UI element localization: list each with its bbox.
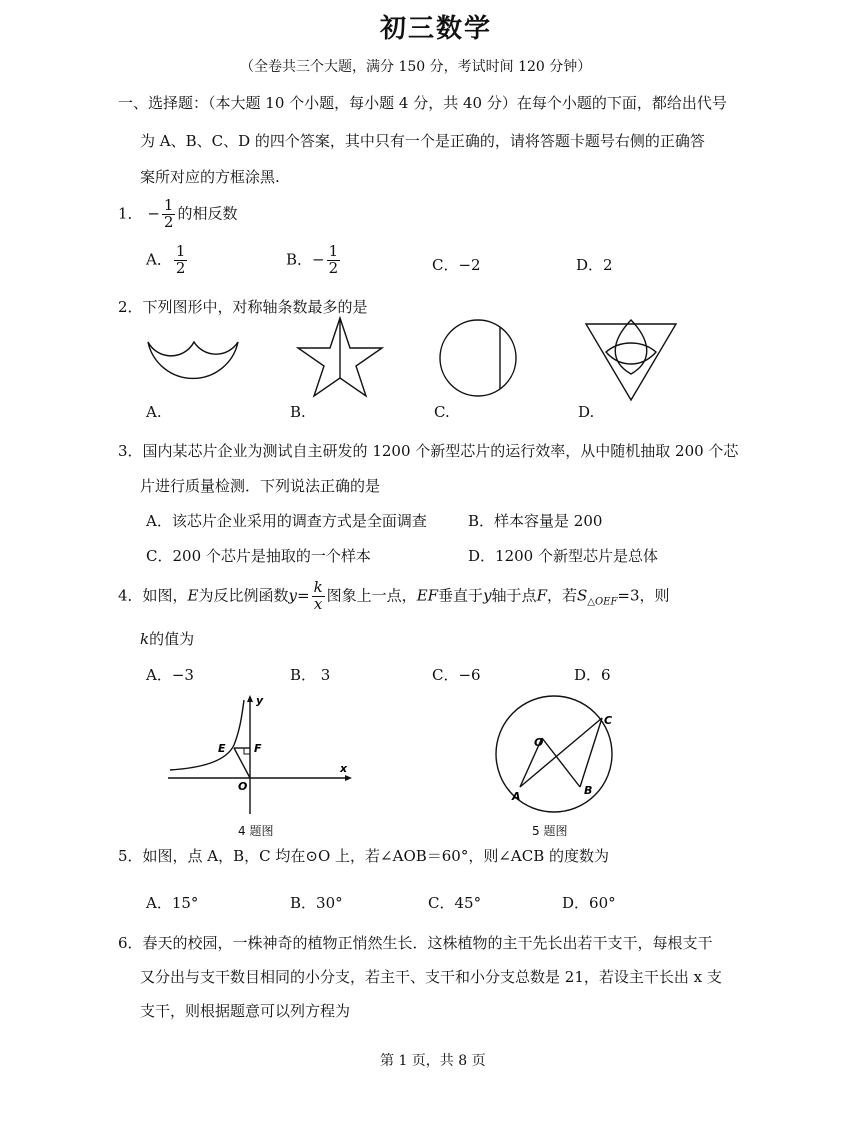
q1-a-num: 1: [175, 242, 186, 260]
fig5-label-a: A: [512, 790, 521, 803]
q2-option-c[interactable]: C.: [434, 403, 450, 421]
section-heading: 一、选择题：（本大题 10 个小题，每小题 4 分，共 40 分）在每个小题的下面，都给出代号: [118, 94, 727, 112]
q4-area-sub: △OEF: [587, 596, 618, 608]
fig4-label-e: E: [218, 742, 226, 755]
q4-equals: =: [297, 586, 310, 605]
fig5-label-b: B: [584, 784, 593, 797]
q2-option-b[interactable]: B.: [290, 403, 306, 421]
q4-line2-text: 的值为: [149, 630, 195, 648]
fig4-y-arrow: [247, 695, 253, 702]
q1-b-fraction: [327, 244, 341, 277]
figure-5-caption: 5 题图: [532, 824, 568, 838]
circle-shape: [440, 320, 516, 396]
moon-shape: [148, 342, 238, 378]
question-6-line2: 又分出与支干数目相同的小分支，若主干、支干和小分支总数是 21，若设主干长出 x 支: [140, 968, 722, 986]
section-heading-line3: 案所对应的方框涂黑.: [140, 168, 280, 186]
fig5-label-c: C: [604, 714, 613, 727]
q4-text-3: 图象上一点，: [326, 586, 417, 605]
question-2: 2．下列图形中，对称轴条数最多的是: [118, 298, 368, 316]
q5-option-b[interactable]: B．30°: [290, 894, 343, 912]
triangle-petals: [606, 320, 656, 374]
q4-option-c[interactable]: C．−6: [432, 666, 481, 684]
q1-frac-den: 2: [163, 212, 174, 231]
fig4-segment-oe: [234, 748, 250, 778]
question-6-line3: 支干，则根据题意可以列方程为: [140, 1002, 351, 1020]
fig5-ob: [542, 738, 580, 787]
fig5-ac: [520, 718, 602, 787]
q1-a-den: 2: [175, 258, 186, 277]
q4-text-6: ，若: [546, 586, 577, 605]
question-1: [118, 198, 237, 231]
q4-text-4: 垂直于: [438, 586, 484, 605]
q4-text-1: 4．如图，: [118, 586, 188, 605]
question-5: 5．如图，点 A，B，C 均在⊙O 上，若∠AOB＝60°，则∠ACB 的度数为: [118, 847, 610, 865]
q5-option-a[interactable]: A．15°: [146, 894, 199, 912]
q4-point-e: E: [187, 586, 199, 605]
fig4-label-y: y: [256, 694, 264, 707]
q4-text-2: 为反比例函数: [198, 586, 289, 605]
q4-k: k: [313, 578, 323, 596]
fig5-label-o: O: [534, 736, 544, 749]
q4-option-b[interactable]: B． 3: [290, 666, 331, 684]
question-3-line2: 片进行质量检测．下列说法正确的是: [140, 477, 381, 495]
q4-option-a[interactable]: A．−3: [146, 666, 194, 684]
fig4-right-angle: [244, 748, 250, 754]
q1-option-c[interactable]: C．−2: [432, 256, 481, 274]
page-number: 第 1 页，共 8 页: [380, 1053, 486, 1069]
fig4-x-arrow: [345, 775, 352, 781]
q4-segment-ef: EF: [416, 586, 439, 605]
q4-y-axis: y: [483, 586, 492, 605]
q4-k-over-x: [312, 580, 325, 613]
q4-var-y: y: [288, 586, 297, 605]
q2-figures: [140, 312, 700, 404]
q1-option-b[interactable]: [286, 244, 342, 277]
q4-option-d[interactable]: D．6: [574, 666, 611, 684]
q1-fraction: [162, 198, 176, 231]
page-title: 初三数学: [380, 14, 493, 44]
q1-a-fraction: [174, 244, 188, 277]
fig4-label-f: F: [254, 742, 262, 755]
q1-minus: −: [147, 204, 160, 223]
q2-option-d[interactable]: D.: [578, 403, 595, 421]
q2-option-a[interactable]: A.: [146, 403, 162, 421]
q1-b-num: 1: [328, 242, 339, 260]
fig4-hyperbola: [170, 700, 244, 770]
q5-option-d[interactable]: D．60°: [562, 894, 616, 912]
q3-option-c[interactable]: C．200 个芯片是抽取的一个样本: [146, 547, 371, 565]
fig4-label-o: O: [238, 780, 248, 793]
triangle-shape: [586, 324, 676, 400]
q5-option-c[interactable]: C．45°: [428, 894, 482, 912]
q4-x: x: [313, 594, 323, 613]
q3-option-a[interactable]: A．该芯片企业采用的调查方式是全面调查: [146, 512, 427, 530]
q1-text: 的相反数: [177, 204, 238, 223]
q1-b-den: 2: [328, 258, 339, 277]
figure-4: [160, 690, 360, 820]
q1-number: 1．: [118, 204, 143, 223]
question-4: [118, 580, 670, 613]
q1-b-label: B．: [286, 250, 313, 269]
q1-a-label: A．: [146, 250, 172, 269]
q3-option-d[interactable]: D．1200 个新型芯片是总体: [468, 547, 658, 565]
q4-var-k: k: [140, 630, 150, 648]
q1-frac-num: 1: [163, 196, 174, 214]
question-4-line2: [140, 628, 194, 649]
figure-4-caption: 4 题图: [238, 824, 274, 838]
q1-option-d[interactable]: D．2: [576, 256, 613, 274]
question-6: 6．春天的校园，一株神奇的植物正悄然生长．这株植物的主干先长出若干支干，每根支干: [118, 934, 713, 952]
q4-text-5: 轴于点: [491, 586, 537, 605]
q3-option-b[interactable]: B．样本容量是 200: [468, 512, 603, 530]
q4-point-f: F: [536, 586, 547, 605]
q4-text-7: =3，则: [617, 586, 670, 605]
section-heading-line2: 为 A、B、C、D 的四个答案，其中只有一个是正确的，请将答题卡题号右侧的正确答: [140, 132, 705, 150]
q1-b-minus: −: [312, 250, 325, 269]
exam-subtitle: （全卷共三个大题，满分 150 分，考试时间 120 分钟）: [240, 59, 592, 75]
fig5-bc: [580, 718, 602, 787]
q1-option-a[interactable]: [146, 244, 189, 277]
q4-area-s: S: [577, 586, 588, 605]
fig4-label-x: x: [340, 762, 348, 775]
figure-5: [490, 690, 630, 820]
question-3: 3．国内某芯片企业为测试自主研发的 1200 个新型芯片的运行效率，从中随机抽取 200 个芯: [118, 442, 739, 460]
